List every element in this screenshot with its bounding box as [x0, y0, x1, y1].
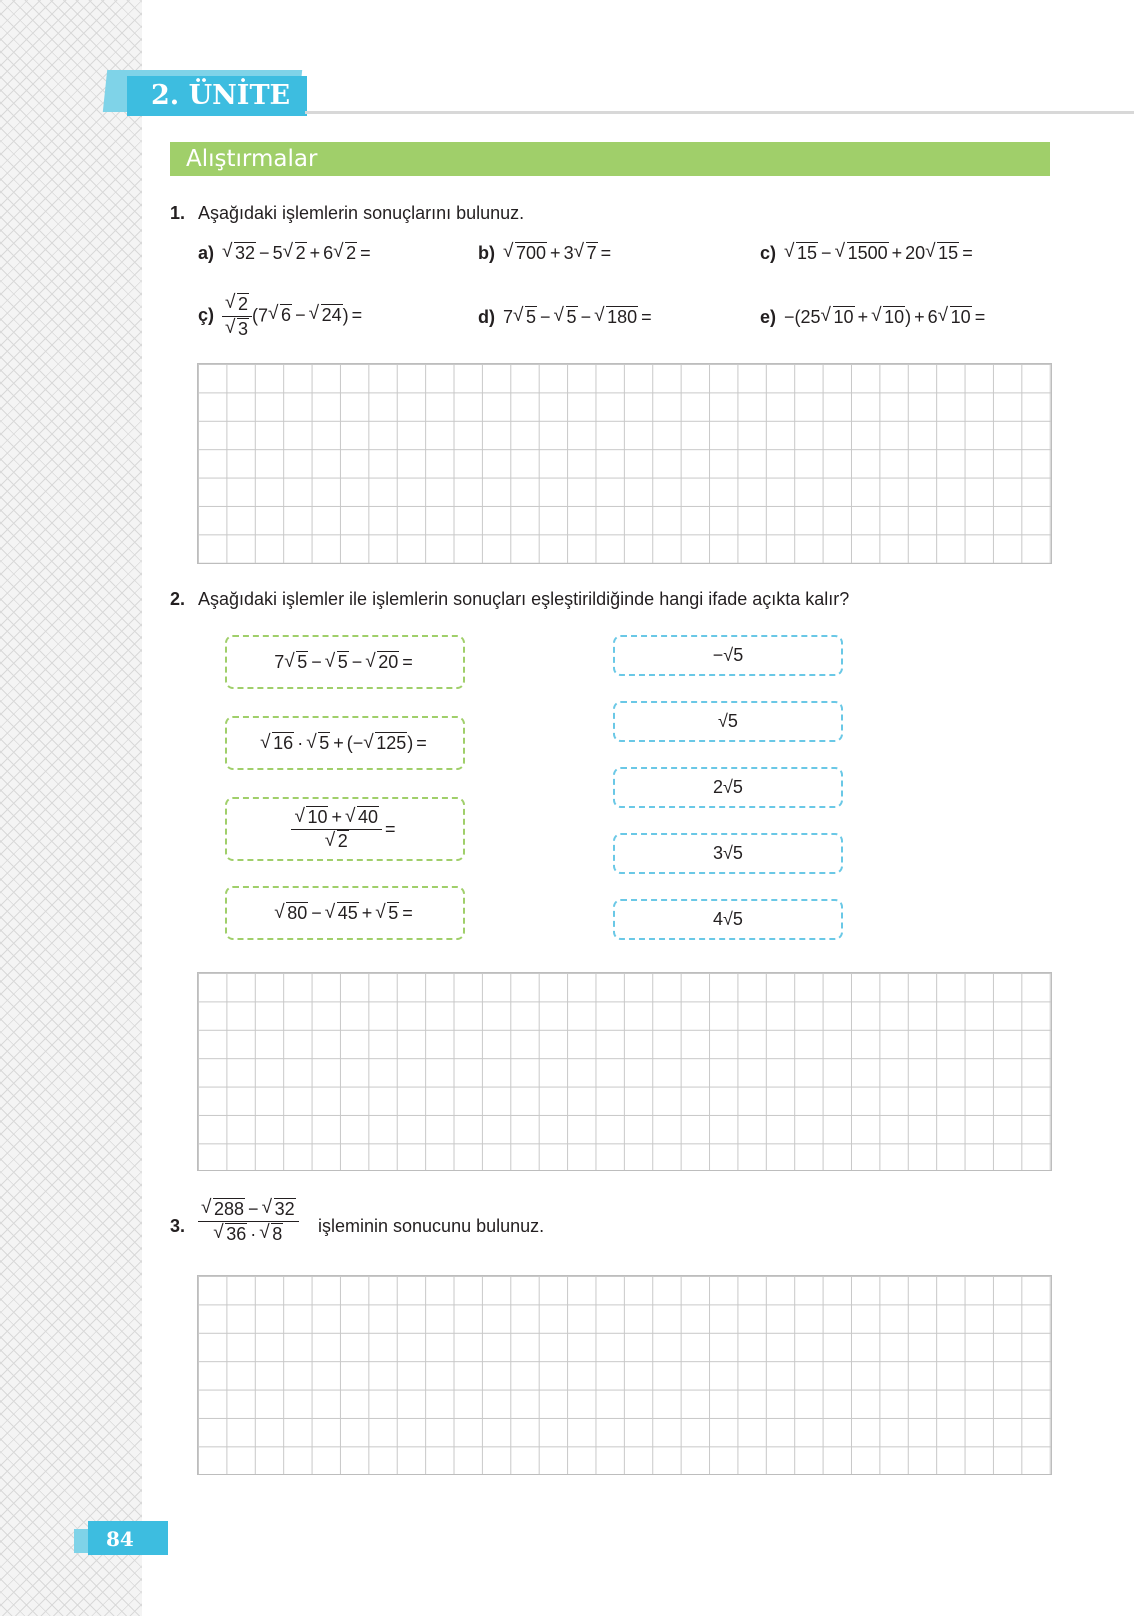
page-number-tab [74, 1521, 170, 1557]
match-answer-1: −√5 [613, 635, 843, 676]
question-3-number: 3. [170, 1216, 186, 1236]
exercise-d: d) 7√ 5 −√ 5 −√ 180 = [478, 306, 655, 328]
question-1-text: Aşağıdaki işlemlerin sonuçlarını bulunuz. [198, 203, 525, 223]
exercise-c-label: c) [760, 243, 777, 263]
header-divider [305, 111, 1134, 114]
page-number: 84 [106, 1527, 134, 1551]
exercise-e-label: e) [760, 307, 777, 327]
unit-banner [105, 70, 305, 116]
exercise-d-label: d) [478, 307, 495, 327]
answer-grid-2[interactable] [197, 972, 1052, 1171]
question-3-expression: √ 288 −√ 32 √ 36 ·√ 8 [198, 1198, 299, 1245]
answer-grid-3[interactable] [197, 1275, 1052, 1475]
exercise-b-label: b) [478, 243, 495, 263]
question-2-number: 2. [170, 589, 186, 609]
match-answer-3: 2√5 [613, 767, 843, 808]
match-answer-2: √5 [613, 701, 843, 742]
exercise-c: c)√ 15 −√ 1500 + 20√ 15 = [760, 242, 976, 264]
question-2-text: Aşağıdaki işlemler ile işlemlerin sonuçları eşleştirildiğinde hangi ifade açıkta kalır? [198, 589, 850, 609]
exercise-cc-label: ç) [198, 305, 215, 326]
section-header [170, 142, 1050, 176]
exercise-e: e) −(25√ 10 +√ 10) + 6√ 10 = [760, 306, 988, 328]
match-expression-2: √ 16 · √ 5 + (− √ 125 ) = [225, 716, 465, 770]
exercise-cc: ç) √ 2 √ 3 (7√ 6 −√ 24) = [198, 293, 365, 340]
exercise-a: a)√ 32 − 5√ 2 + 6√ 2 = [198, 242, 374, 264]
match-expression-3: √ 10 +√ 40 √ 2 = [225, 797, 465, 861]
section-title: Alıştırmalar [186, 146, 318, 172]
match-answer-4: 3√5 [613, 833, 843, 874]
exercise-b: b)√ 700 + 3√ 7 = [478, 242, 614, 264]
match-answer-5: 4√5 [613, 899, 843, 940]
match-expression-4: √ 80 − √ 45 + √ 5 = [225, 886, 465, 940]
answer-grid-1[interactable] [197, 363, 1052, 564]
unit-title: 2. ÜNİTE [151, 80, 291, 111]
question-1-number: 1. [170, 203, 186, 223]
question-3-text: işleminin sonucunu bulunuz. [318, 1216, 545, 1236]
decorative-side-pattern [0, 0, 142, 1616]
match-expression-1: 7 √ 5 − √ 5 − √ 20 = [225, 635, 465, 689]
exercise-a-label: a) [198, 243, 215, 263]
